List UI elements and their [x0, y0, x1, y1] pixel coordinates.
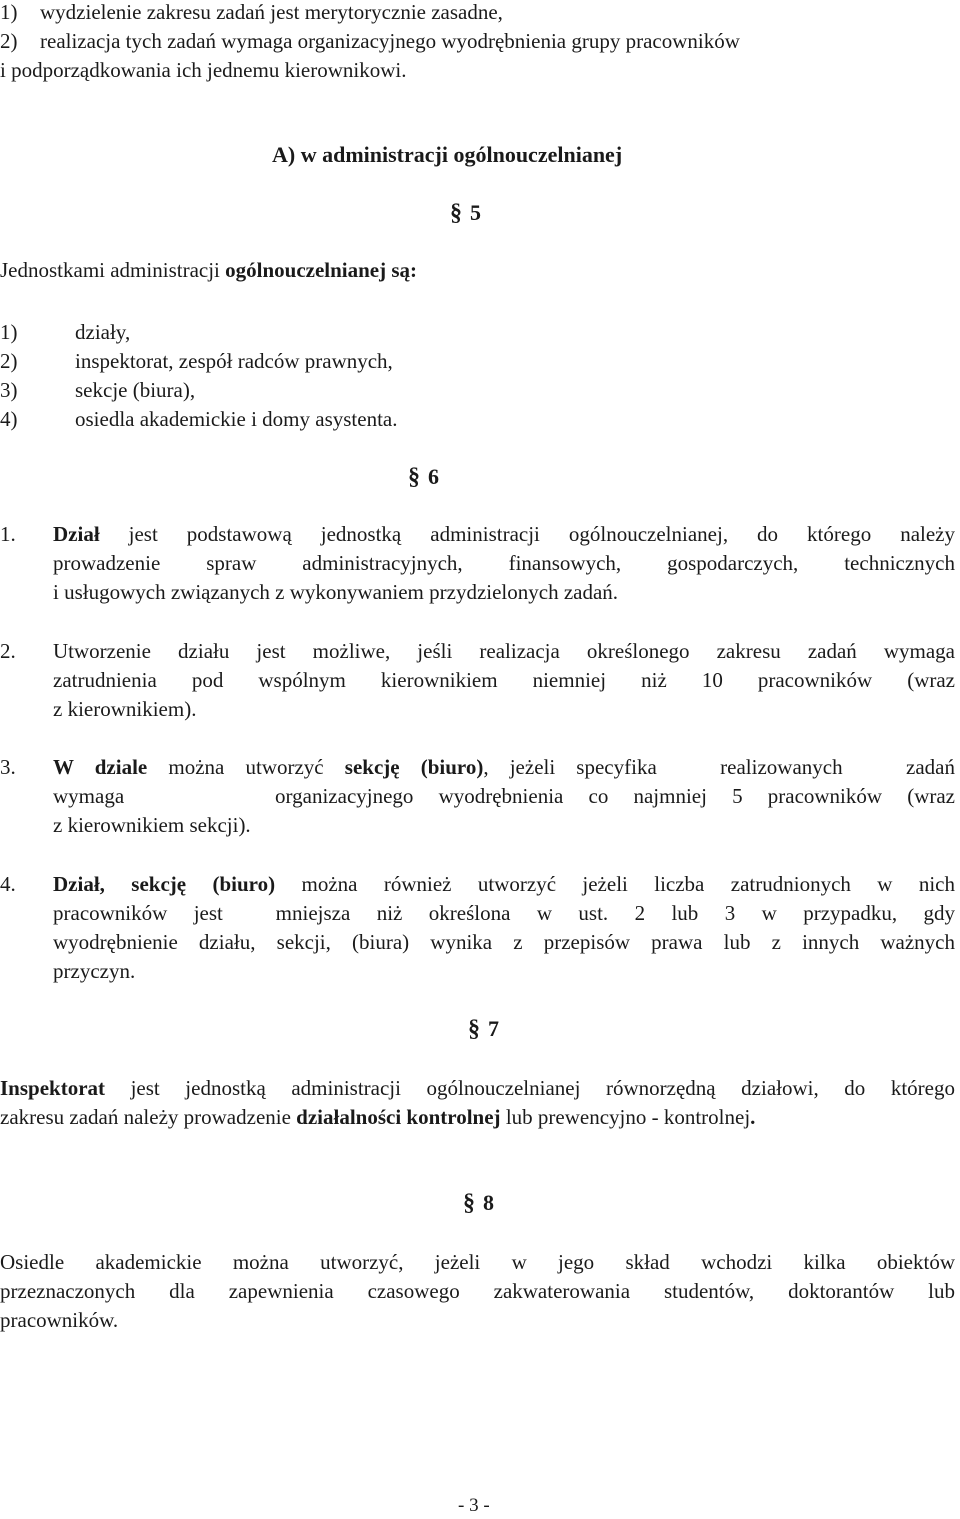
section-symbol: § — [468, 1016, 480, 1042]
point-4-text — [53, 870, 955, 986]
bold-term: W dziale — [53, 755, 148, 779]
text-line: Utworzenie działu jest możliwe, jeśli realizacja określonego zakresu zadań wymaga — [53, 639, 955, 663]
paragraph-8-heading — [463, 1190, 494, 1217]
text-line: przyczyn. — [53, 959, 136, 983]
list-text: osiedla akademickie i domy asystenta. — [75, 407, 398, 431]
section-heading: A) w administracji ogólnouczelnianej — [272, 142, 623, 167]
text-line — [0, 1103, 955, 1132]
section-number: 8 — [483, 1190, 494, 1215]
paragraph-5-heading — [450, 200, 481, 227]
paragraph-6-heading — [408, 464, 439, 491]
text-fragment: . — [750, 1105, 756, 1129]
list-text: sekcje (biura), — [75, 378, 196, 402]
text-line: Osiedle akademickie można utworzyć, jeżeli w jego skład wchodzi kilka obiektów — [0, 1250, 955, 1274]
units-intro-bold: ogólnouczelnianej są: — [225, 258, 418, 282]
list-number: 2) — [0, 29, 18, 53]
text-fragment: , jeżeli specyfika realizowanych zadań — [483, 755, 955, 779]
text-line — [0, 1074, 955, 1103]
point-number: 2. — [0, 639, 16, 663]
text-line: przeznaczonych dla zapewnienia czasowego zakwaterowania studentów, doktorantów lub — [0, 1279, 955, 1303]
list-number: 3) — [0, 378, 18, 402]
page-number: - 3 - — [458, 1495, 490, 1516]
point-3-text — [53, 753, 955, 840]
text-fragment: można utworzyć — [147, 755, 345, 779]
list-number: 1) — [0, 320, 18, 344]
text-fragment: lub prewencyjno - kontrolnej — [500, 1105, 751, 1129]
point-number: 1. — [0, 522, 16, 546]
section-symbol: § — [408, 464, 420, 490]
list-text: wydzielenie zakresu zadań jest merytorycznie zasadne, — [40, 0, 503, 24]
paragraph-8-text — [0, 1248, 955, 1335]
list-text: działy, — [75, 320, 131, 344]
text-fragment: zakresu zadań należy prowadzenie — [0, 1105, 297, 1129]
text-line: z kierownikiem). — [53, 697, 197, 721]
point-number: 3. — [0, 755, 16, 779]
text-fragment: jest podstawową jednostką administracji ogólnouczelnianej, do którego należy — [99, 522, 955, 546]
bold-term: działalności kontrolnej — [296, 1105, 501, 1129]
text-line — [53, 753, 955, 782]
text-fragment: można również utworzyć jeżeli liczba zatrudnionych w nich — [275, 872, 955, 896]
section-number: 6 — [428, 464, 439, 489]
text-line — [53, 870, 955, 899]
text-line: pracowników jest mniejsza niż określona w ust. 2 lub 3 w przypadku, gdy — [53, 901, 955, 925]
text-line — [53, 520, 955, 549]
point-1-text — [53, 520, 955, 607]
bold-term: Dział, sekcję (biuro) — [53, 872, 276, 896]
section-number: 5 — [470, 200, 481, 225]
section-symbol: § — [450, 200, 462, 226]
list-number: 1) — [0, 0, 18, 24]
section-number: 7 — [488, 1016, 499, 1041]
point-number: 4. — [0, 872, 16, 896]
list-number: 2) — [0, 349, 18, 373]
text-line: pracowników. — [0, 1308, 119, 1332]
text-line: z kierownikiem sekcji). — [53, 813, 251, 837]
text-line: i usługowych związanych z wykonywaniem przydzielonych zadań. — [53, 580, 619, 604]
text-line: zatrudnienia pod wspólnym kierownikiem niemniej niż 10 pracowników (wraz — [53, 668, 955, 692]
bold-term: Dział — [53, 522, 100, 546]
list-text: i podporządkowania ich jednemu kierownikowi. — [0, 58, 407, 82]
text-line: wyodrębnienie działu, sekcji, (biura) wynika z przepisów prawa lub z innych ważnych — [53, 930, 955, 954]
text-line: wymaga organizacyjnego wyodrębnienia co najmniej 5 pracowników (wraz — [53, 784, 955, 808]
list-number: 4) — [0, 407, 18, 431]
paragraph-7-text — [0, 1074, 955, 1132]
point-2-text — [53, 637, 955, 724]
section-symbol: § — [463, 1190, 475, 1216]
bold-term: Inspektorat — [0, 1076, 106, 1100]
list-text: inspektorat, zespół radców prawnych, — [75, 349, 393, 373]
bold-term: sekcję (biuro) — [344, 755, 484, 779]
text-fragment: jest jednostką administracji ogólnouczelnianej równorzędną działowi, do którego — [105, 1076, 955, 1100]
units-intro-text: Jednostkami administracji — [0, 258, 226, 282]
text-line: prowadzenie spraw administracyjnych, finansowych, gospodarczych, technicznych — [53, 551, 955, 575]
units-intro — [0, 258, 417, 283]
list-text: realizacja tych zadań wymaga organizacyjnego wyodrębnienia grupy pracowników — [40, 29, 740, 53]
paragraph-7-heading — [468, 1016, 499, 1043]
